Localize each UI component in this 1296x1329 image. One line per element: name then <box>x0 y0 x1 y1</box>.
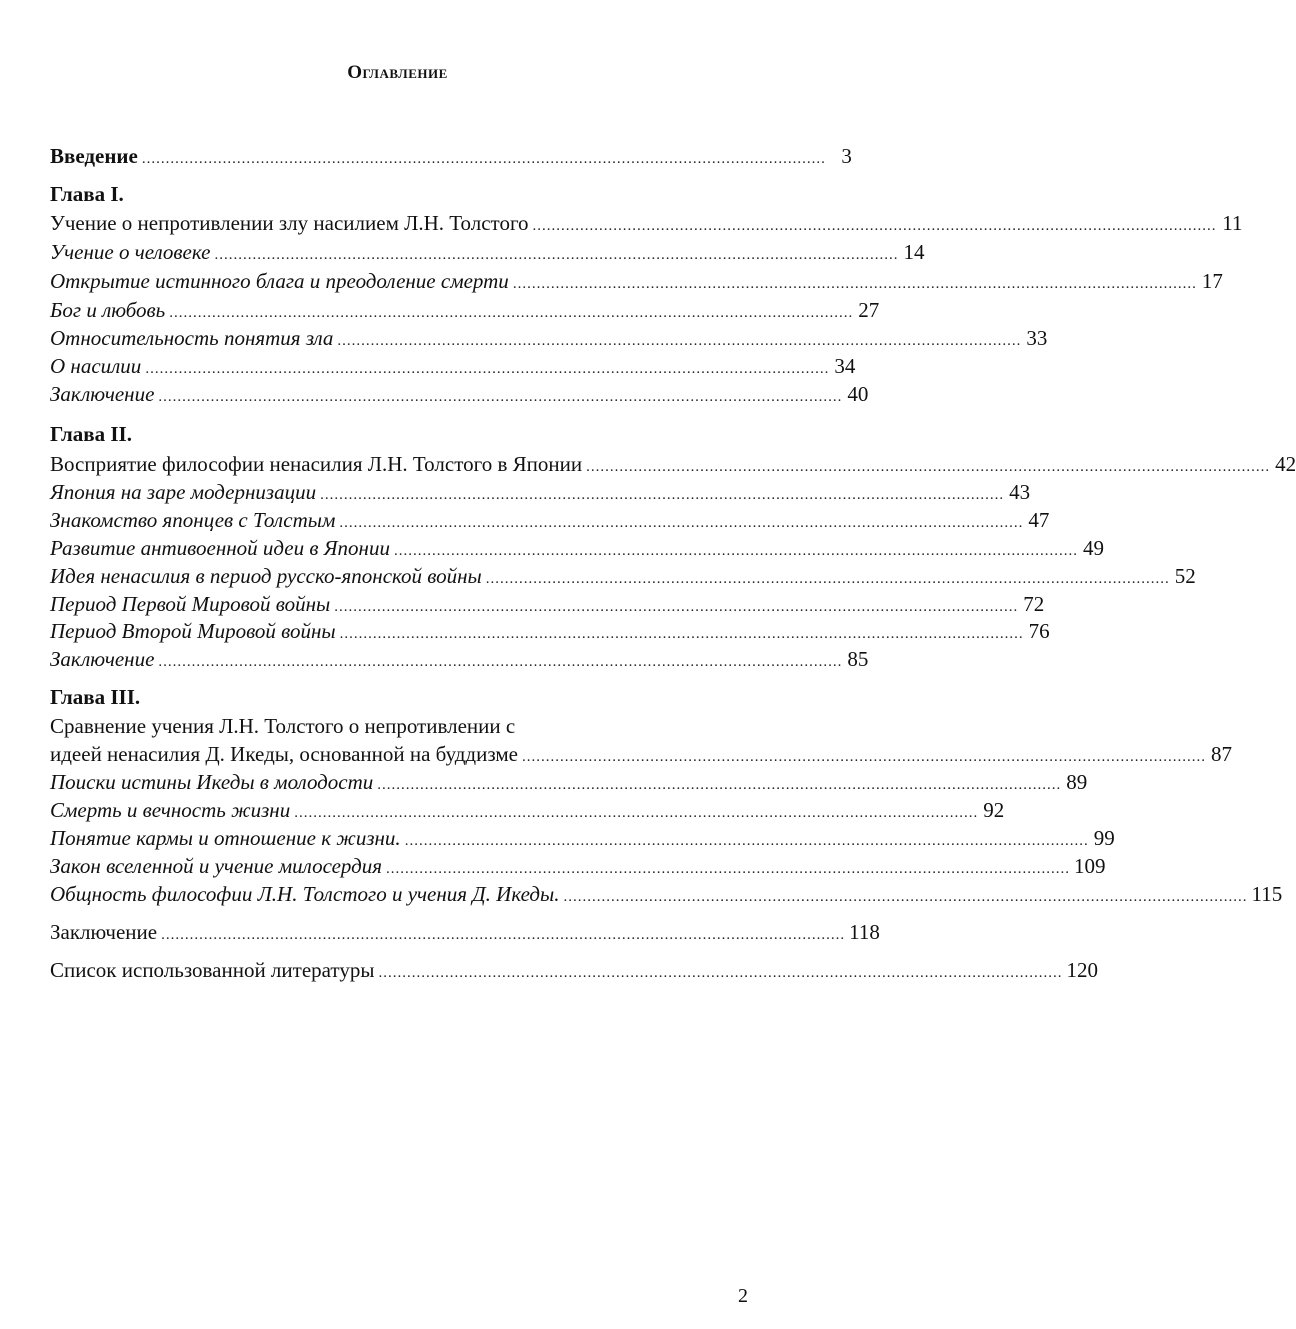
toc-entry-label: Введение <box>50 144 138 168</box>
toc-entry-page: 76 <box>1028 619 1050 643</box>
toc-entry-label: Восприятие философии ненасилия Л.Н. Толстого в Японии <box>50 452 583 476</box>
toc-entry-page: 87 <box>1210 742 1232 766</box>
toc-entry-label: Поиски истины Икеды в молодости <box>50 770 374 794</box>
toc-entry-label: Понятие кармы и отношение к жизни. <box>50 826 401 850</box>
toc-entry-page: 33 <box>1026 326 1048 350</box>
toc-entry-page: 85 <box>847 647 869 671</box>
toc-entry-label: О насилии <box>50 354 142 378</box>
leader-dots: ................................................................................................................................................ <box>169 305 854 321</box>
toc-entry-label: Знакомство японцев с Толстым <box>50 508 336 532</box>
leader-dots: ................................................................................................................................................ <box>532 218 1217 234</box>
toc-entry-page: 115 <box>1251 882 1283 906</box>
toc-entry-label: Закон вселенной и учение милосердия <box>50 854 383 878</box>
leader-dots: ................................................................................................................................................ <box>586 459 1271 475</box>
toc-entry-page: 47 <box>1028 508 1050 532</box>
leader-dots: ................................................................................................................................................ <box>563 889 1248 905</box>
toc-entry-page: 3 <box>841 144 852 168</box>
toc-entry-label: Относительность понятия зла <box>50 326 334 350</box>
leader-dots: ................................................................................................................................................ <box>334 599 1019 615</box>
toc-entry[interactable] <box>50 768 1088 796</box>
toc-entry[interactable] <box>50 238 925 266</box>
toc-entry[interactable] <box>50 824 1115 852</box>
leader-dots: ................................................................................................................................................ <box>339 515 1024 531</box>
toc-entry-label: Период Первой Мировой войны <box>50 592 331 616</box>
toc-entry-label: Развитие антивоенной идеи в Японии <box>50 536 390 560</box>
toc-entry[interactable] <box>50 852 1106 880</box>
leader-dots: ................................................................................................................................................ <box>485 571 1170 587</box>
toc-entry-page: 14 <box>903 240 925 264</box>
toc-entry-page: 49 <box>1082 536 1104 560</box>
toc-entry[interactable] <box>50 450 1296 478</box>
toc-entry[interactable] <box>50 617 1050 645</box>
chapter-3-heading: Глава III. <box>50 685 141 709</box>
toc-entry[interactable] <box>50 209 1243 237</box>
toc-entry[interactable] <box>50 796 1005 824</box>
toc-entry-page: 109 <box>1074 854 1106 878</box>
toc-entry[interactable] <box>50 590 1045 618</box>
chapter-1-heading: Глава I. <box>50 182 124 206</box>
toc-entry-label: Учение о человеке <box>50 240 211 264</box>
page-number: 2 <box>738 1285 748 1307</box>
toc-entry[interactable] <box>50 880 1283 908</box>
toc-entry-page: 72 <box>1023 592 1045 616</box>
toc-entry-page: 118 <box>849 920 880 944</box>
toc-entry-page: 52 <box>1174 564 1196 588</box>
leader-dots: ................................................................................................................................................ <box>161 927 846 943</box>
toc-entry[interactable] <box>50 562 1196 590</box>
toc-entry-page: 34 <box>834 354 856 378</box>
toc-entry[interactable] <box>50 478 1031 506</box>
leader-dots: ................................................................................................................................................ <box>377 777 1062 793</box>
toc-entry-label: Идея ненасилия в период русско-японской войны <box>50 564 482 588</box>
toc-entry-label: Список использованной литературы <box>50 958 375 982</box>
leader-dots: ................................................................................................................................................ <box>145 361 830 377</box>
leader-dots: ................................................................................................................................................ <box>521 749 1206 765</box>
toc-entry[interactable] <box>50 534 1104 562</box>
toc-entry-label: Период Второй Мировой войны <box>50 619 336 643</box>
toc-entry-label-line1: Сравнение учения Л.Н. Толстого о непротивлении с <box>50 714 516 738</box>
leader-dots: ................................................................................................................................................ <box>141 151 826 167</box>
toc-entry[interactable] <box>50 740 1232 768</box>
leader-dots: ................................................................................................................................................ <box>393 543 1078 559</box>
toc-entry-label: Смерть и вечность жизни <box>50 798 291 822</box>
toc-entry-label: Заключение <box>50 647 155 671</box>
leader-dots: ................................................................................................................................................ <box>294 805 979 821</box>
leader-dots: ................................................................................................................................................ <box>320 487 1005 503</box>
toc-entry[interactable] <box>50 324 1048 352</box>
toc-entry[interactable] <box>50 645 869 673</box>
leader-dots: ................................................................................................................................................ <box>337 333 1022 349</box>
toc-entry-label: идеей ненасилия Д. Икеды, основанной на буддизме <box>50 742 518 766</box>
toc-entry-page: 17 <box>1201 269 1223 293</box>
toc-entry-label: Открытие истинного блага и преодоление смерти <box>50 269 509 293</box>
toc-entry-page: 89 <box>1066 770 1088 794</box>
page-title: Оглавление <box>347 62 448 83</box>
toc-entry-label: Общность философии Л.Н. Толстого и учения Д. Икеды. <box>50 882 560 906</box>
toc-entry-page: 99 <box>1093 826 1115 850</box>
leader-dots: ................................................................................................................................................ <box>404 833 1089 849</box>
chapter-2-heading: Глава II. <box>50 422 132 446</box>
toc-entry-page: 40 <box>847 382 869 406</box>
toc-entry[interactable] <box>50 380 869 408</box>
leader-dots: ................................................................................................................................................ <box>158 654 843 670</box>
toc-entry-label: Япония на заре модернизации <box>50 480 317 504</box>
toc-entry-label: Бог и любовь <box>50 298 166 322</box>
leader-dots: ................................................................................................................................................ <box>339 626 1024 642</box>
toc-entry-intro[interactable] <box>50 142 852 170</box>
toc-entry-page: 120 <box>1066 958 1098 982</box>
toc-entry[interactable] <box>50 267 1223 295</box>
toc-entry-page: 27 <box>858 298 880 322</box>
toc-entry[interactable] <box>50 352 856 380</box>
toc-entry-page: 11 <box>1222 211 1243 235</box>
toc-entry[interactable] <box>50 296 880 324</box>
toc-entry-label: Заключение <box>50 382 155 406</box>
toc-entry-page: 43 <box>1009 480 1031 504</box>
leader-dots: ................................................................................................................................................ <box>214 247 899 263</box>
toc-entry-bibliography[interactable] <box>50 956 1098 984</box>
toc-entry-label: Учение о непротивлении злу насилием Л.Н. Толстого <box>50 211 529 235</box>
toc-entry-conclusion[interactable] <box>50 918 880 946</box>
leader-dots: ................................................................................................................................................ <box>386 861 1071 877</box>
leader-dots: ................................................................................................................................................ <box>158 389 843 405</box>
toc-entry-page: 92 <box>983 798 1005 822</box>
toc-entry-page: 42 <box>1275 452 1296 476</box>
toc-entry[interactable] <box>50 506 1050 534</box>
leader-dots: ................................................................................................................................................ <box>512 276 1197 292</box>
toc-entry-label: Заключение <box>50 920 158 944</box>
leader-dots: ................................................................................................................................................ <box>378 965 1063 981</box>
